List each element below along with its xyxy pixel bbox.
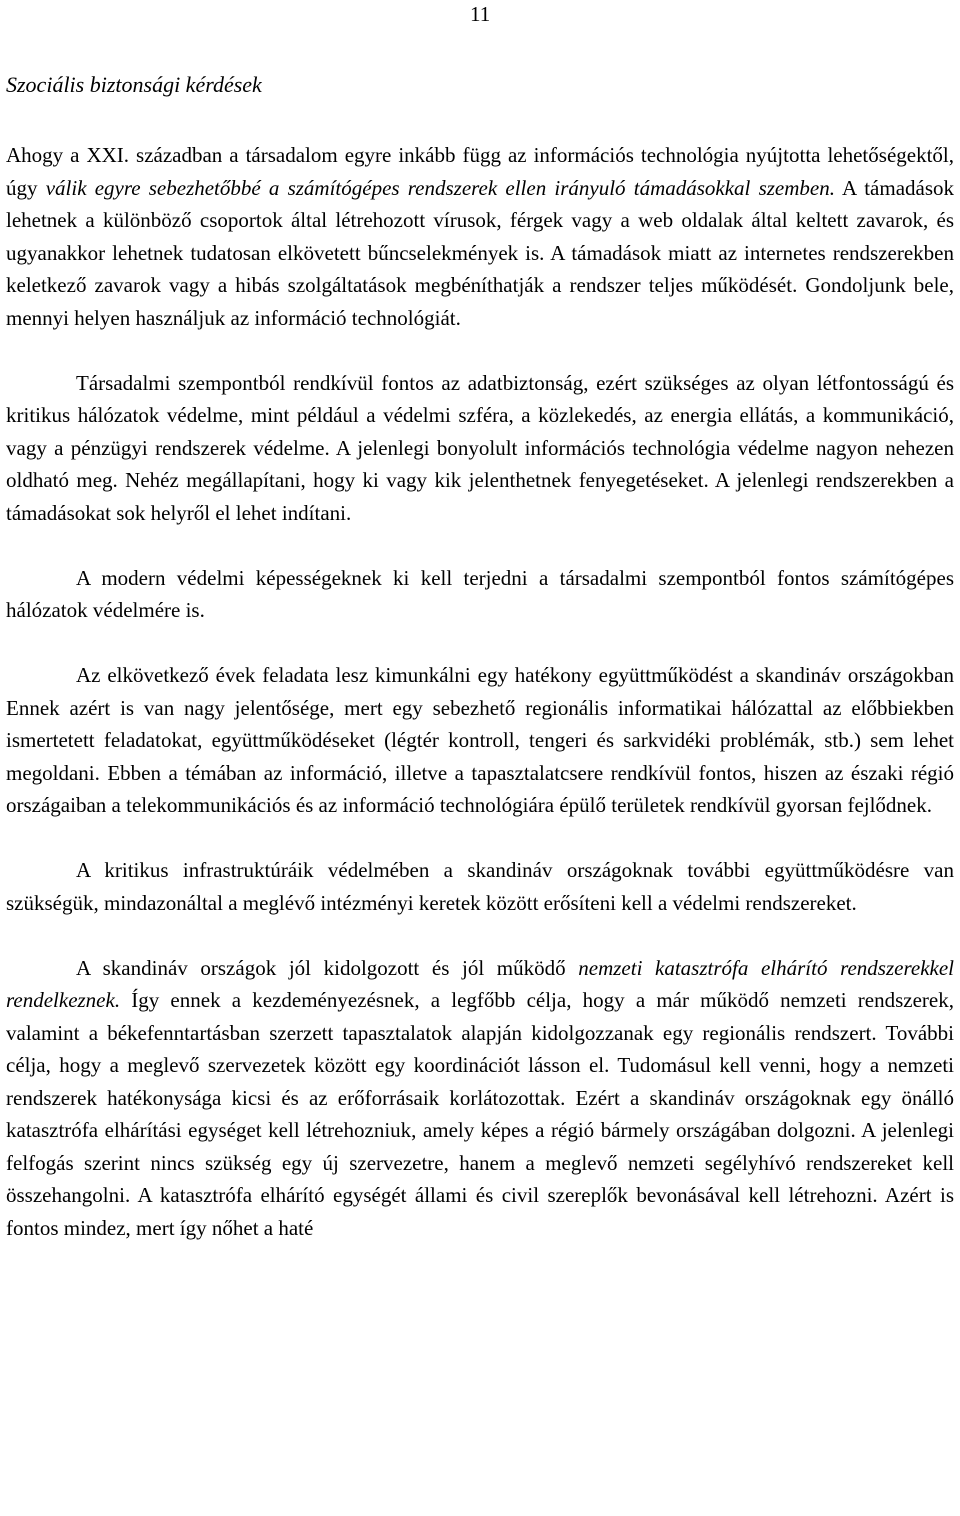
- italic-text-run: nemzeti katasztrófa elhárító rendszerekkel rendelkeznek.: [6, 955, 954, 1012]
- text-run: Így ennek a kezdeményezésnek, a legfőbb célja, hogy a már működő nemzeti rendszerek, valamint a békefenntartásban szerzett tapasztalatok alapján kidolgozzanak egy regionális rendszert. További célja, hogy a meglevő szervezetek között egy koordinációt lásson el. Tudomásul kell venni, hogy a nemzeti rendszerek hatékonysága kicsi és az erőforrásaik korlátozottak. Ezért a skandináv országoknak egy önálló katasztrófa elhárítási egységet kell létrehozniuk, amely képes a régió bármely országában dolgozni. A jelenlegi felfogás szerint nincs szükség egy új szervezetre, hanem a meglevő nemzeti segélyhívó rendszereket kell összehangolni. A katasztrófa elhárító egységét állami és civil szereplők bevonásával kell létrehozni. Azért is fontos mindez, mert így nőhet a haté: [6, 988, 954, 1240]
- text-run: A modern védelmi képességeknek ki kell terjedni a társadalmi szempontból fontos számítógépes hálózatok védelmére is.: [6, 565, 954, 622]
- paragraph: [6, 562, 954, 627]
- text-run: Ahogy a XXI. században a társadalom egyre inkább függ az információs technológia nyújtotta lehetőségektől, úgy: [6, 143, 954, 200]
- section-heading: Szociális biztonsági kérdések: [6, 72, 262, 97]
- paragraph: [6, 952, 954, 1245]
- document-body: [6, 139, 954, 1244]
- paragraph: [6, 854, 954, 919]
- text-run: Az elkövetkező évek feladata lesz kimunkálni egy hatékony együttműködést a skandináv országokban Ennek azért is van nagy jelentősége, mert egy sebezhető regionális informatikai hálózattal az előbbiekben ismertetett feladatokat, együttműködéseket (légtér kontroll, tengeri és sarkvidéki problémák, stb.) sem lehet megoldani. Ebben a témában az információ, illetve a tapasztalatcsere rendkívül fontos, hiszen az északi régió országaiban a telekommunikációs és az információ technológiára épülő területek rendkívül gyorsan fejlődnek.: [6, 663, 954, 817]
- page-number: 11: [470, 2, 491, 26]
- text-run: Társadalmi szempontból rendkívül fontos az adatbiztonság, ezért szükséges az olyan létfontosságú és kritikus hálózatok védelme, mint például a védelmi szféra, a közlekedés, az energia ellátás, a kommunikáció, vagy a pénzügyi rendszerek védelme. A jelenlegi bonyolult információs technológia védelme nagyon nehezen oldható meg. Nehéz megállapítani, hogy ki vagy kik jelenthetnek fenyegetéseket. A jelenlegi rendszerekben a támadásokat sok helyről el lehet indítani.: [6, 370, 954, 525]
- text-run: A kritikus infrastruktúráik védelmében a skandináv országoknak további együttműködésre van szükségük, mindazonáltal a meglévő intézményi keretek között erősíteni kell a védelmi rendszereket.: [6, 858, 954, 915]
- text-run: A skandináv országok jól kidolgozott és jól működő: [76, 955, 579, 980]
- paragraph: [6, 367, 954, 530]
- paragraph: [6, 659, 954, 822]
- italic-text-run: válik egyre sebezhetőbbé a számítógépes rendszerek ellen irányuló támadásokkal szemben.: [45, 175, 835, 200]
- text-run: A támadások lehetnek a különböző csoportok által létrehozott vírusok, férgek vagy a web oldalak által keltett zavarok, és ugyanakkor lehetnek tudatosan elkövetett bűncselekmények is. A támadások miatt az internetes rendszerekben keletkező zavarok vagy a hibás szolgáltatások megbéníthatják a rendszer teljes működését. Gondoljunk bele, mennyi helyen használjuk az információ technológiát.: [6, 175, 955, 330]
- paragraph: [6, 139, 954, 334]
